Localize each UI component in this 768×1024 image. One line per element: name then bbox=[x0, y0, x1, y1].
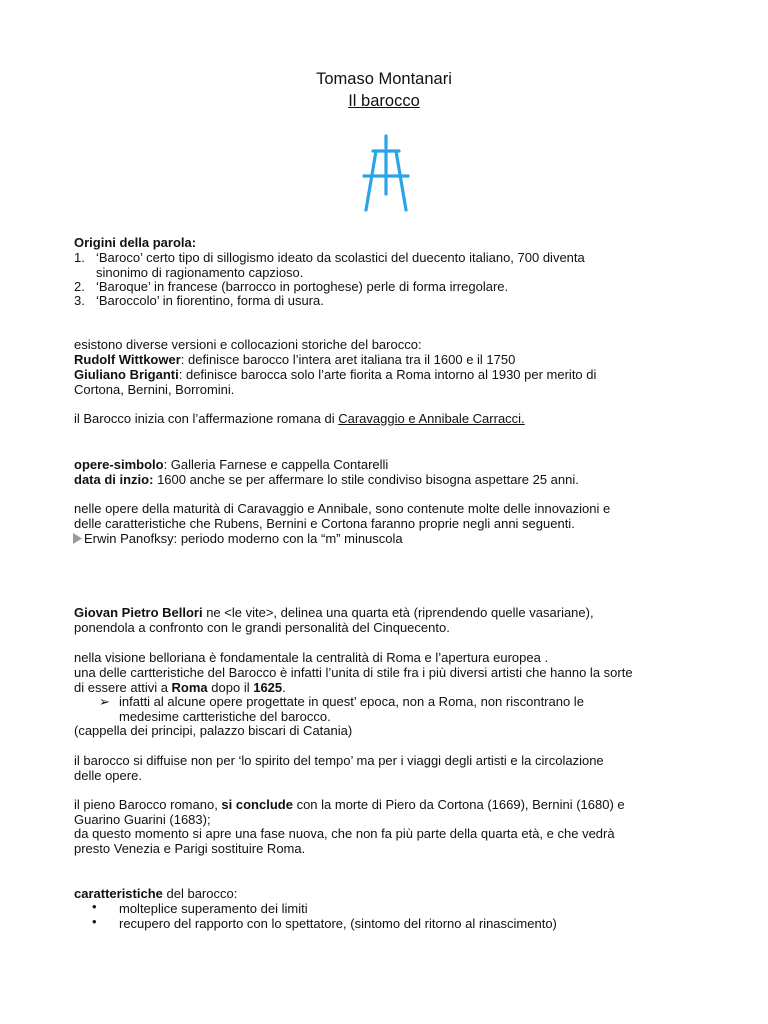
diffusion-line: il barocco si diffuise non per ‘lo spirito del tempo’ ma per i viaggi degli artisti e la circolazione bbox=[74, 753, 604, 768]
list-item: ‘Baroccolo’ in fiorentino, forma di usura. bbox=[96, 293, 324, 308]
origins-heading: Origini della parola: bbox=[74, 235, 197, 250]
unity-continuation bbox=[74, 680, 286, 695]
start-date-text: 1600 anche se per affermare lo stile condiviso bisogna aspettare 25 anni. bbox=[153, 472, 579, 487]
roma-bold: Roma bbox=[171, 680, 208, 695]
list-item-continuation: sinonimo di ragionamento capzioso. bbox=[96, 265, 304, 280]
bellori-vision: nella visione belloriana è fondamentale la centralità di Roma e l’apertura europea . bbox=[74, 650, 549, 665]
bullet-icon: • bbox=[92, 914, 97, 929]
opere-simbolo-line bbox=[74, 457, 388, 472]
parenthetical-note: (cappella dei principi, palazzo biscari di Catania) bbox=[74, 723, 353, 738]
arrow-item-continuation: medesime cartteristiche del barocco. bbox=[119, 709, 331, 724]
characteristics-heading bbox=[74, 886, 237, 901]
conclusion-line-3: da questo momento si apre una fase nuova, che non fa più parte della quarta età, e che vedrà bbox=[74, 826, 615, 841]
conclusion-line-4: presto Venezia e Parigi sostituire Roma. bbox=[74, 841, 306, 856]
bellori-line bbox=[74, 605, 594, 620]
start-date-label: data di inzio: bbox=[74, 472, 154, 487]
easel-icon bbox=[362, 134, 410, 214]
arrow-item: infatti al alcune opere progettate in quest’ epoca, non a Roma, non riscontrano le bbox=[119, 694, 584, 709]
diffusion-line-2: delle opere. bbox=[74, 768, 142, 783]
list-number: 3. bbox=[74, 293, 85, 308]
conclusion-line-2: Guarino Guarini (1683); bbox=[74, 812, 211, 827]
baroque-start-text: il Barocco inizia con l’affermazione romana di bbox=[74, 411, 339, 426]
author-name: Tomaso Montanari bbox=[316, 70, 452, 88]
briganti-name: Giuliano Briganti bbox=[74, 367, 179, 382]
triangle-bullet-icon bbox=[73, 533, 82, 544]
unity-end: . bbox=[282, 680, 286, 695]
bellori-text: ne <le vite>, delinea una quarta età (riprendendo quelle vasariane), bbox=[202, 605, 594, 620]
list-item: ‘Baroco’ certo tipo di sillogismo ideato da scolastici del duecento italiano, 700 diventa bbox=[96, 250, 585, 265]
characteristics-label: caratteristiche bbox=[74, 886, 163, 901]
list-item: molteplice superamento dei limiti bbox=[119, 901, 308, 916]
maturity-line-2: delle caratteristiche che Rubens, Bernini e Cortona faranno proprie negli anni seguenti. bbox=[74, 516, 575, 531]
versions-intro: esistono diverse versioni e collocazioni storiche del barocco: bbox=[74, 337, 422, 352]
conclusion-bold: si conclude bbox=[221, 797, 293, 812]
arrow-bullet-icon: ➢ bbox=[99, 694, 110, 709]
caravaggio-carracci-link: Caravaggio e Annibale Carracci. bbox=[338, 411, 525, 426]
unity-line: una delle cartteristiche del Barocco è infatti l’unita di stile fra i più diversi artisti che hanno la sorte bbox=[74, 665, 633, 680]
characteristics-rest: del barocco: bbox=[162, 886, 238, 901]
briganti-continuation: Cortona, Bernini, Borromini. bbox=[74, 382, 235, 397]
conclusion-line bbox=[74, 797, 625, 812]
baroque-start-line bbox=[74, 411, 525, 426]
maturity-line: nelle opere della maturità di Caravaggio e Annibale, sono contenute molte delle innovazioni e bbox=[74, 501, 611, 516]
opere-simbolo-label: opere-simbolo bbox=[74, 457, 164, 472]
wittkower-text: : definisce barocco l’intera aret italiana tra il 1600 e il 1750 bbox=[180, 352, 516, 367]
start-date-line bbox=[74, 472, 579, 487]
list-number: 1. bbox=[74, 250, 85, 265]
bellori-name: Giovan Pietro Bellori bbox=[74, 605, 203, 620]
list-item: ‘Baroque’ in francese (barrocco in portoghese) perle di forma irregolare. bbox=[96, 279, 509, 294]
panofsky-line: Erwin Panofksy: periodo moderno con la “m” minuscola bbox=[84, 531, 403, 546]
list-item: recupero del rapporto con lo spettatore, (sintomo del ritorno al rinascimento) bbox=[119, 916, 557, 931]
bellori-line-2: ponendola a confronto con le grandi personalità del Cinquecento. bbox=[74, 620, 450, 635]
document-title: Il barocco bbox=[348, 92, 420, 110]
conclusion-pre: il pieno Barocco romano, bbox=[74, 797, 222, 812]
unity-text: di essere attivi a bbox=[74, 680, 172, 695]
wittkower-name: Rudolf Wittkower bbox=[74, 352, 181, 367]
briganti-text: : definisce barocca solo l’arte fiorita a Roma intorno al 1930 per merito di bbox=[178, 367, 597, 382]
conclusion-post: con la morte di Piero da Cortona (1669), Bernini (1680) e bbox=[292, 797, 625, 812]
list-number: 2. bbox=[74, 279, 85, 294]
unity-mid: dopo il bbox=[207, 680, 254, 695]
bullet-icon: • bbox=[92, 899, 97, 914]
wittkower-line bbox=[74, 352, 515, 367]
opere-simbolo-text: : Galleria Farnese e cappella Contarelli bbox=[163, 457, 389, 472]
briganti-line bbox=[74, 367, 596, 382]
year-bold: 1625 bbox=[253, 680, 283, 695]
